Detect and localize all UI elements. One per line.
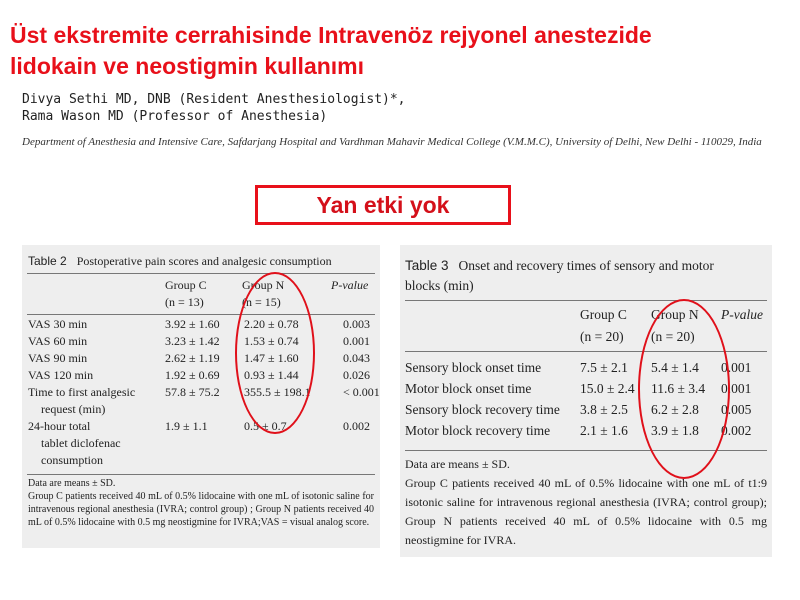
table-3-cell-group-n: 11.6 ± 3.4	[651, 381, 706, 396]
table-2-cell-label: VAS 60 min	[28, 334, 88, 348]
table-3-cell-group-c: 2.1 ± 1.6	[580, 423, 628, 438]
table-2-cell-label: VAS 30 min	[28, 317, 88, 331]
table-3-caption-line-2: blocks (min)	[405, 278, 474, 293]
table-3-cell-label: Motor block recovery time	[405, 423, 551, 438]
table-2-header-group-c: Group C	[165, 278, 207, 292]
table-3-cell-pvalue: 0.005	[721, 402, 752, 417]
table-2-bottom-rule	[27, 474, 375, 475]
title-line-1: Üst ekstremite cerrahisinde Intravenöz rejyonel anestezide	[10, 22, 652, 48]
table-3-cell-group-n: 5.4 ± 1.4	[651, 360, 699, 375]
table-3-footnote	[405, 455, 767, 550]
author-list	[22, 91, 406, 125]
table-3-header-group-c: Group C	[580, 307, 627, 322]
table-3-cell-pvalue: 0.001	[721, 360, 752, 375]
table-2-cell-group-c: 1.9 ± 1.1	[165, 419, 208, 433]
table-2-cell-group-n: 0.93 ± 1.44	[244, 368, 299, 382]
table-2-cell-label: consumption	[41, 453, 103, 467]
table-2-caption-text: Postoperative pain scores and analgesic consumption	[76, 254, 332, 268]
table-2-cell-pvalue: 0.026	[343, 368, 370, 382]
title-line-2: lidokain ve neostigmin kullanımı	[10, 53, 365, 79]
table-2	[22, 245, 380, 548]
table-3-cell-group-c: 15.0 ± 2.4	[580, 381, 635, 396]
table-3-cell-pvalue: 0.001	[721, 381, 752, 396]
table-3-header-group-n: Group N	[651, 307, 699, 322]
table-3-caption-line-1: Onset and recovery times of sensory and motor	[458, 258, 714, 273]
table-2-cell-pvalue: < 0.001	[343, 385, 380, 399]
table-2-note-1: Data are means ± SD.	[28, 478, 116, 489]
table-3-label: Table 3	[405, 258, 449, 273]
table-2-cell-pvalue: 0.003	[343, 317, 370, 331]
affiliation: Department of Anesthesia and Intensive Care, Safdarjang Hospital and Vardhman Mahavir Medical College (V.M.M.C), University of Delhi, New Delhi - 110029, India	[22, 136, 762, 148]
table-3-cell-label: Motor block onset time	[405, 381, 532, 396]
table-2-cell-label: Time to first analgesic	[28, 385, 136, 399]
table-3	[400, 245, 772, 557]
table-2-cell-group-c: 57.8 ± 75.2	[165, 385, 220, 399]
table-2-header-group-c-n: (n = 13)	[165, 295, 204, 309]
table-2-header-group-n: Group N	[242, 278, 285, 292]
table-2-cell-pvalue: 0.043	[343, 351, 370, 365]
table-3-cell-label: Sensory block recovery time	[405, 402, 560, 417]
table-2-top-rule	[27, 273, 375, 274]
table-2-cell-group-n: 355.5 ± 198.1	[244, 385, 311, 399]
table-2-header-pvalue: P-value	[331, 278, 369, 292]
highlight-ring-group-n-table-3	[638, 299, 730, 479]
table-2-cell-group-c: 2.62 ± 1.19	[165, 351, 220, 365]
table-2-cell-group-c: 3.92 ± 1.60	[165, 317, 220, 331]
table-2-caption	[28, 254, 332, 269]
table-3-header-group-c-n: (n = 20)	[580, 329, 624, 344]
table-2-cell-group-n: 1.53 ± 0.74	[244, 334, 299, 348]
table-2-label: Table 2	[28, 254, 67, 268]
table-2-cell-label: request (min)	[41, 402, 106, 416]
callout-text: Yan etki yok	[316, 191, 450, 218]
table-3-top-rule	[405, 300, 767, 301]
table-3-cell-pvalue: 0.002	[721, 423, 752, 438]
table-3-caption	[405, 256, 714, 296]
table-2-cell-group-n: 1.47 ± 1.60	[244, 351, 299, 365]
table-2-cell-group-c: 3.23 ± 1.42	[165, 334, 220, 348]
table-2-footnote	[28, 477, 374, 529]
table-2-cell-label: 24-hour total	[28, 419, 91, 433]
table-2-cell-label: tablet diclofenac	[41, 436, 121, 450]
slide-title	[10, 20, 790, 82]
table-3-cell-group-n: 3.9 ± 1.8	[651, 423, 699, 438]
table-3-header-group-n-n: (n = 20)	[651, 329, 695, 344]
table-2-note-2: Group C patients received 40 mL of 0.5% lidocaine with one mL of isotonic saline for intravenous regional anesthesia (IVRA; control group) ; Group N patients received 40 mL of 0.5% lidocaine with 0.5 mg neostigmine for IVRA;VAS = visual analog score.	[28, 491, 374, 528]
callout-box	[255, 185, 511, 225]
author-1: Divya Sethi MD, DNB (Resident Anesthesiologist)*,	[22, 92, 406, 107]
table-3-note-2: Group C patients received 40 mL of 0.5% lidocaine with one mL of t1:9 isotonic saline for intravenous regional anesthesia (IVRA; control group); Group N patients received 40 mL of 0.5% lidocaine with 0.5 mg neostigmine for IVRA.	[405, 476, 767, 547]
table-3-note-1: Data are means ± SD.	[405, 457, 510, 471]
table-2-cell-group-n: 2.20 ± 0.78	[244, 317, 299, 331]
table-2-cell-pvalue: 0.001	[343, 334, 370, 348]
table-2-header-rule	[27, 314, 375, 315]
table-2-cell-label: VAS 90 min	[28, 351, 88, 365]
table-3-cell-group-n: 6.2 ± 2.8	[651, 402, 699, 417]
table-2-cell-label: VAS 120 min	[28, 368, 94, 382]
table-2-cell-group-c: 1.92 ± 0.69	[165, 368, 220, 382]
table-2-cell-group-n: 0.5 ± 0.7	[244, 419, 287, 433]
author-2: Rama Wason MD (Professor of Anesthesia)	[22, 109, 328, 124]
table-2-header-group-n-n: (n = 15)	[242, 295, 281, 309]
table-3-cell-label: Sensory block onset time	[405, 360, 542, 375]
table-3-cell-group-c: 3.8 ± 2.5	[580, 402, 628, 417]
table-3-cell-group-c: 7.5 ± 2.1	[580, 360, 628, 375]
table-3-header-pvalue: P-value	[721, 307, 763, 322]
table-2-cell-pvalue: 0.002	[343, 419, 370, 433]
highlight-ring-group-n-table-2	[235, 272, 315, 434]
